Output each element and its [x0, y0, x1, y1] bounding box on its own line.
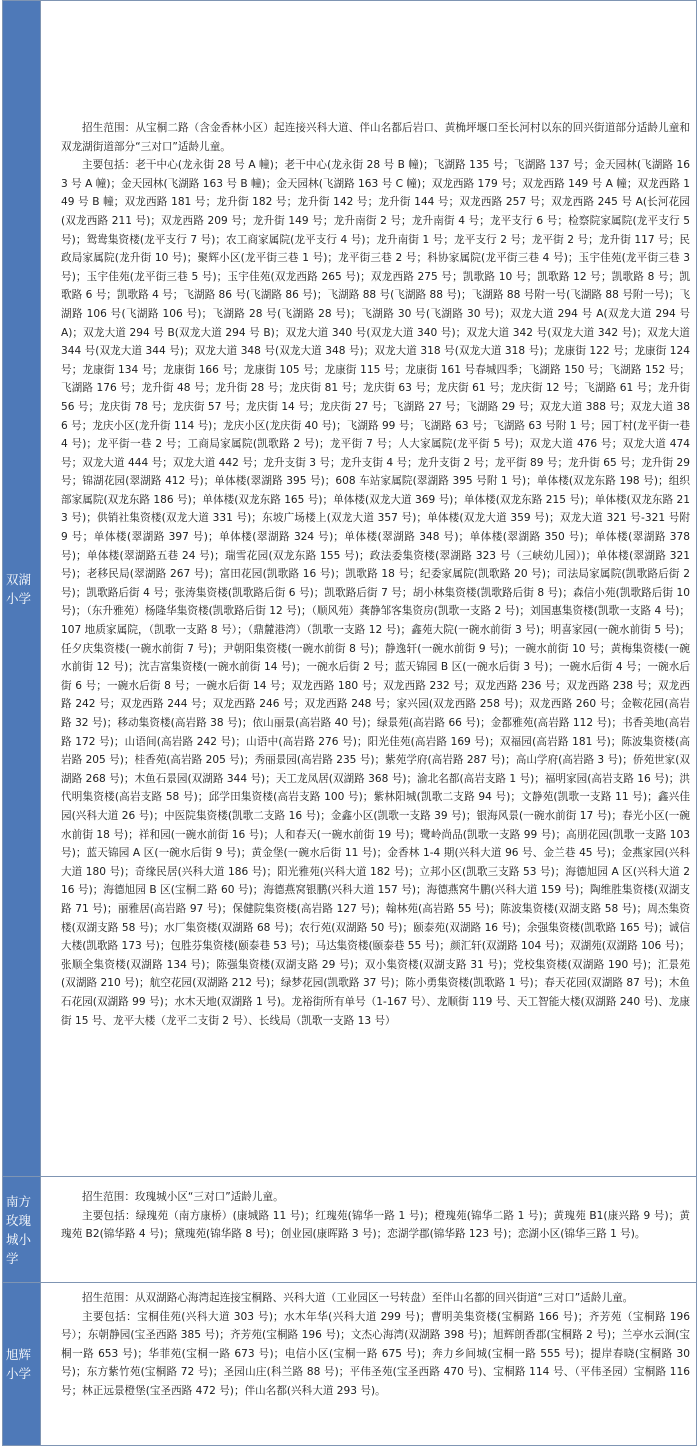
school-name: 南方玫瑰城小学 [6, 1193, 32, 1266]
school-row-shuanghu [3, 1, 696, 1177]
school-row-xuhui [3, 1283, 696, 1445]
school-name-cell [3, 1, 41, 1176]
school-name-cell [3, 1177, 41, 1282]
enrollment-addresses: 主要包括：宝桐佳苑(兴科大道 303 号)；水木年华(兴科大道 299 号)；曹明美集资楼(宝桐路 166 号)；齐芳苑（宝桐路 196 号）；东朝静园(宝圣西路 385 号)；齐芳苑(宝桐路 196 号)；文杰心海湾(双湖路 398 号)；旭辉朗香郡(宝桐路 2 号)；兰亭水云涧(宝桐一路 653 号)；华菲苑(宝桐一路 673 号)；电信小区(宝桐一路 675 号)；奔力乡间城(宝桐一路 555 号)；提岸春晓(宝桐路 30 号)；东方紫竹苑(宝桐路 72 号)；圣园山庄(科兰路 88 号)；平伟圣苑(宝圣西路 470 号)、宝桐路 114 号、（平伟圣园）宝桐路 116 号；林正远景橙堡(宝圣西路 472 号)；伴山名都(兴科大道 293 号)。 [61, 1310, 690, 1397]
school-detail-cell [41, 1, 696, 1176]
enrollment-scope: 招生范围：从宝桐二路（含金香林小区）起连接兴科大道、伴山名都后岩口、黄桷坪堰口至长河村以东的回兴街道部分适龄儿童和双龙湖街道部分“三对口”适龄儿童。 [61, 122, 690, 153]
enrollment-addresses: 主要包括：老干中心(龙永街 28 号 A 幢)；老干中心(龙永街 28 号 B 幢)；飞湖路 135 号；飞湖路 137 号；金天园林(飞湖路 163 号 A 幢)；金天园林(飞湖路 163 号 B 幢)；金天园林(飞湖路 163 号 C 幢)；双龙西路 179 号；双龙西路 149 号 A 幢；双龙西路 149 号 B 幢；双龙西路 181 号；龙升街 182 号；龙升街 142 号；龙升街 144 号；双龙西路 257 号；双龙西路 245 号 A(长河花园(双龙西路 211 号)；双龙西路 209 号；龙升街 149 号；龙升南街 2 号；龙升南街 4 号；龙平支行 6 号；检察院家属院(龙平支行 5 号)；鸳鸯集资楼(龙平支行 7 号)；农工商家属院(龙平支行 4 号)；龙升南街 1 号；龙平支行 2 号；龙平街 2 号；龙升街 117 号；民政局家属院(龙升街 10 号)；聚辉小区(龙平街三巷 1 号)；龙平街三巷 2 号；科协家属院(龙平街三巷 4 号)；玉宇佳苑(龙平街三巷 3 号)；玉宇佳苑(龙平街三巷 5 号)；玉宇佳苑(双龙西路 265 号)；双龙西路 275 号；凯歌路 10 号；凯歌路 12 号；凯歌路 8 号；凯歌路 6 号；凯歌路 4 号；飞湖路 86 号(飞湖路 86 号)；飞湖路 88 号(飞湖路 88 号)；飞湖路 88 号附一号(飞湖路 88 号附一号)；飞湖路 106 号(飞湖路 106 号)；飞湖路 28 号(飞湖路 28 号)；飞湖路 30 号(飞湖路 30 号)；双龙大道 294 号 A(双龙大道 294 号 A)；双龙大道 294 号 B(双龙大道 294 号 B)；双龙大道 340 号(双龙大道 340 号)；双龙大道 342 号(双龙大道 342 号)；双龙大道 344 号(双龙大道 344 号)；双龙大道 348 号(双龙大道 348 号)；双龙大道 318 号(双龙大道 318 号)；龙康街 122 号；龙康街 124 号；龙康街 134 号；龙康街 166 号；龙康街 105 号；龙康街 115 号；龙康街 161 号春城四季；飞湖路 150 号；飞湖路 152 号；飞湖路 176 号；龙升街 48 号；龙升街 28 号；龙庆街 81 号；龙庆街 63 号；龙庆街 61 号；龙庆街 12 号；飞湖路 61 号；龙升街 56 号；龙庆街 78 号；龙庆街 57 号；龙庆街 14 号；龙庆街 27 号；飞湖路 27 号；飞湖路 29 号；双龙大道 388 号；双龙大道 386 号；龙庆小区(龙升街 114 号)；龙庆小区(龙庆街 40 号)；飞湖路 99 号；飞湖路 63 号；飞湖路 63 号附 1 号；园丁村(龙平街一巷 4 号)；龙平街一巷 2 号；工商局家属院(凯歌路 2 号)；龙平街 7 号；人大家属院(龙平街 5 号)；双龙大道 476 号；双龙大道 474 号；双龙大道 444 号；双龙大道 442 号；龙升支街 3 号；龙升支街 4 号；龙升支街 2 号；龙平街 89 号；龙升街 65 号；龙升街 29 号；锦湖花园(翠湖路 412 号)；单体楼(翠湖路 395 号)；608 车站家属院(翠湖路 395 号附 1 号)；单体楼(双龙东路 198 号)；组织部家属院(双龙东路 186 号)；单体楼(双龙东路 165 号)；单体楼(双龙大道 369 号)；单体楼(双龙东路 215 号)；单体楼(双龙东路 213 号)；供销社集资楼(双龙大道 331 号)；东坡广场楼上(双龙大道 357 号)；单体楼(双龙大道 359 号)；双龙大道 321 号-321 号附 9 号；单体楼(翠湖路 397 号)；单体楼(翠湖路 324 号)；单体楼(翠湖路 348 号)；单体楼(翠湖路 350 号)；单体楼(翠湖路 378 号)；单体楼(翠湖路五巷 24 号)；瑞雪花园(双龙东路 155 号)；政法委集资楼(翠湖路 323 号（三峡幼儿园）)；单体楼(翠湖路 321 号)；老移民局(翠湖路 267 号)；富田花园(凯歌路 16 号)；凯歌路 18 号；纪委家属院(凯歌路 20 号)；司法局家属院(凯歌路后街 2 号)；凯歌路后街 4 号；张涛集资楼(凯歌路后街 6 号)；凯歌路后街 7 号；胡小林集资楼(凯歌路后街 8 号)；森信小苑(凯歌路后街 10 号)；（东升雅苑）杨隆华集资楼(凯歌路后街 12 号)；（顺风苑）龚静邹客集资房(凯歌一支路 2 号)；刘国惠集资楼(凯歌一支路 4 号)；107 地质家属院，（凯歌一支路 8 号）；（鼎麓港湾）（凯歌一支路 12 号)；鑫苑大院(一碗水前街 3 号)；明喜家园(一碗水前街 5 号)；任夕庆集资楼(一碗水前街 7 号)；尹朝阳集资楼(一碗水前街 8 号)；静逸轩(一碗水前街 9 号)；一碗水前街 10 号；黄梅集资楼(一碗水前街 12 号)；沈吉富集资楼(一碗水前街 14 号)；一碗水后街 2 号；蓝天锦园 B 区(一碗水后街 3 号)；一碗水后街 4 号；一碗水后街 6 号；一碗水后街 8 号；一碗水后街 14 号；双龙西路 180 号；双龙西路 232 号；双龙西路 236 号；双龙西路 238 号；双龙西路 242 号；双龙西路 244 号；双龙西路 246 号；双龙西路 248 号；家兴园(双龙西路 258 号)；双龙西路 260 号；金鞍花园(高岩路 32 号)；移动集资楼(高岩路 38 号)；依山丽景(高岩路 40 号)；绿景苑(高岩路 66 号)；金都雅苑(高岩路 112 号)；书香美地(高岩路 172 号)；山语间(高岩路 242 号)；山语中(高岩路 276 号)；阳光佳苑(高岩路 169 号)；双福园(高岩路 181 号)；陈波集资楼(高岩路 205 号)；桂香苑(高岩路 205 号)；秀丽景园(高岩路 235 号)；紫苑学府(高岩路 287 号)；高山学府(高岩路 3 号)；侨苑世家(双湖路 268 号)；木鱼石景园(双湖路 344 号)；天工龙凤居(双湖路 368 号)；渝北名都(高岩支路 1 号)；福明家园(高岩支路 16 号)；洪代明集资楼(高岩支路 58 号)；邱学田集资楼(高岩支路 100 号)；紫林阳城(凯歌二支路 94 号)；文静苑(凯歌一支路 11 号)；鑫兴佳园(兴科大道 26 号)；中医院集资楼(凯歌二支路 16 号)；金鑫小区(凯歌一支路 39 号)；银海风景(一碗水前街 17 号)；春光小区(一碗水前街 18 号)；祥和园(一碗水前街 16 号)；人和春天(一碗水前街 19 号)；鹭岭尚品(凯歌一支路 99 号)；高朋花园(凯歌一支路 103 号)；蓝天锦园 A 区(一碗水后街 9 号)；黄金堡(一碗水后街 11 号)；金香林 1-4 期(兴科大道 96 号、金兰巷 45 号)；金燕家园(兴科大道 180 号)；奇缘民居(兴科大道 186 号)；阳光雅苑(兴科大道 182 号)；立邦小区(凯歌三支路 53 号)；海德旭园 A 区(兴科大道 216 号)；海德旭园 B 区(宝桐二路 60 号)；海德燕窝银鹏(兴科大道 157 号)；海德燕窝牛鹏(兴科大道 159 号)；陶维胜集资楼(双湖支路 71 号)；丽雅居(高岩路 97 号)；保健院集资楼(高岩路 127 号)；翰林苑(高岩路 55 号)；陈波集资楼(双湖支路 58 号)；周杰集资楼(双湖支路 58 号)；水厂集资楼(双湖路 68 号)；农行苑(双湖路 50 号)；颐泰苑(双湖路 16 号)；余强集资楼(凯歌路 165 号)；诚信大楼(凯歌路 173 号)；包胜芬集资楼(颐泰巷 53 号)；马达集资楼(颐泰巷 55 号)；颜汇轩(双湖路 104 号)；双湖苑(双湖路 106 号)；张顺全集资楼(双湖路 134 号)；陈强集资楼(双湖支路 29 号)；双小集资楼(双湖支路 31 号)；党校集资楼(双湖路 190 号)；汇景苑(双湖路 210 号)；航空花园(双湖路 212 号)；绿梦花园(凯歌路 37 号)；陈小勇集资楼(凯歌路 1 号)；春天花园(双湖路 87 号)；木鱼石花园(双湖路 99 号)；水木天地(双湖路 1 号)。龙裕街所有单号（1-167 号）、龙顺街 119 号、天工智能大楼(双湖路 240 号)、龙康街 15 号、龙平大楼（龙平二支街 2 号）、长线局（凯歌一支路 13 号） [61, 159, 690, 1027]
enrollment-scope: 招生范围：玫瑰城小区“三对口”适龄儿童。 [82, 1191, 284, 1203]
school-row-nanfang-meiguicheng [3, 1177, 696, 1283]
enrollment-addresses: 主要包括：绿瑰苑（南方康桥）(康城路 11 号)；红瑰苑(锦华一路 1 号)；橙瑰苑(锦华二路 1 号)；黄瑰苑 B1(康兴路 9 号)；黄瑰苑 B2(锦华路 4 号)；黛瑰苑(锦华路 8 号)；创业园(康晖路 3 号)；恋湖学郡(锦华路 123 号)；恋湖小区(锦华三路 1 号)。 [61, 1209, 690, 1241]
school-name: 双湖小学 [6, 571, 32, 606]
school-detail-cell [41, 1283, 696, 1445]
enrollment-scope: 招生范围：从双湖路心海湾起连接宝桐路、兴科大道（工业园区一号转盘）至伴山名都的回兴街道“三对口”适龄儿童。 [82, 1292, 634, 1304]
school-detail-cell [41, 1177, 696, 1282]
school-enrollment-table [2, 0, 697, 1446]
school-name: 旭辉小学 [6, 1347, 32, 1381]
school-name-cell [3, 1283, 41, 1445]
